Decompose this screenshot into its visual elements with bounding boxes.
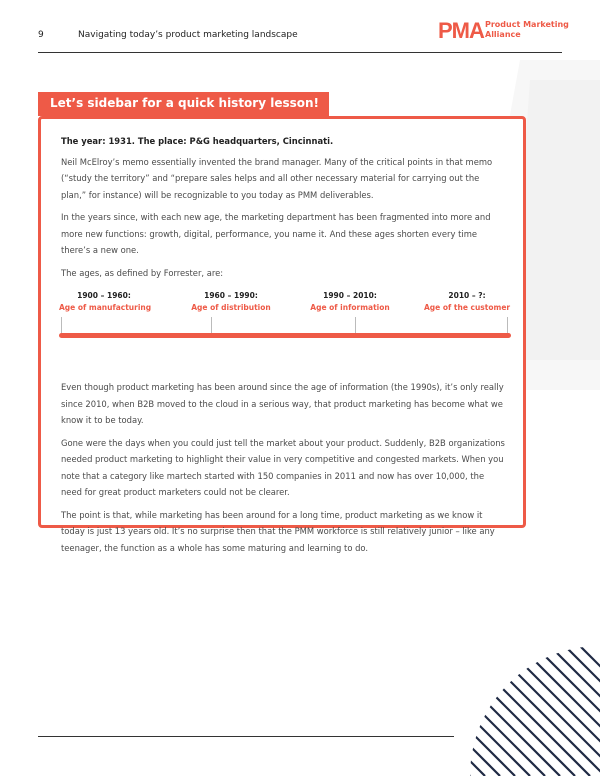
sidebar-heading: Let’s sidebar for a quick history lesson! [38, 92, 329, 116]
intro-bold: The year: 1931. The place: P&G headquarters, Cincinnati. [61, 136, 334, 146]
running-title: Navigating today’s product marketing landscape [78, 30, 298, 40]
timeline-item [424, 291, 510, 312]
page-header [0, 0, 600, 60]
pma-logo [438, 18, 573, 46]
logo-line-1: Product Marketing [485, 20, 569, 29]
timeline-age: Age of distribution [191, 303, 271, 312]
sidebar-content [59, 133, 511, 562]
timeline-years: 1990 – 2010: [323, 291, 377, 300]
footer-divider [38, 736, 454, 737]
timeline-item [305, 291, 395, 312]
paragraph-point: The point is that, while marketing has been around for a long time, product marketing as we know it today is just 13 years old. It’s no surprise then that the PMM workforce is still relatively junior – like any teenager, the function as a whole has some maturing and learning to do. [61, 509, 495, 553]
timeline-years: 1960 – 1990: [204, 291, 258, 300]
timeline-years: 2010 – ?: [448, 291, 486, 300]
logo-wordmark [485, 20, 569, 40]
timeline-age: Age of the customer [424, 303, 511, 312]
paragraph-forrester: The ages, as defined by Forrester, are: [61, 267, 224, 278]
ages-timeline [59, 287, 511, 369]
timeline-item [186, 291, 276, 312]
logo-line-2: Alliance [485, 30, 521, 39]
timeline-bar [59, 333, 511, 338]
timeline-age: Age of information [310, 303, 390, 312]
header-divider [38, 52, 562, 53]
page-number: 9 [38, 30, 44, 40]
sidebar-box [38, 116, 526, 553]
timeline-age: Age of manufacturing [59, 303, 152, 312]
decorative-stripes [470, 646, 600, 776]
paragraph-mcelroy: Neil McElroy’s memo essentially invented the brand manager. Many of the critical points in that memo (“study the territory” and “prepare sales helps and all other necessary material for carrying out the plan,” for instance) will be recognizable to you today as PMM deliverables. [61, 156, 493, 200]
timeline-years: 1900 – 1960: [77, 291, 131, 300]
paragraph-ages-fragmented: In the years since, with each new age, the marketing department has been fragmented into more and more new functions: growth, digital, performance, you name it. And these ages shorten every time there’s a new one. [61, 212, 491, 255]
paragraph-since-2010: Even though product marketing has been around since the age of information (the 1990s), it’s only really since 2010, when B2B moved to the cloud in a serious way, that product marketing has become what we know it to be today. [61, 382, 504, 425]
timeline-item [59, 291, 152, 312]
logo-mark: PMA [438, 18, 484, 43]
paragraph-b2b: Gone were the days when you could just tell the market about your product. Suddenly, B2B organizations needed product marketing to highlight their value in very competitive and congested markets. When you note that a category like martech started with 150 companies in 2011 and now has over 10,000, the need for great product marketers could not be clearer. [61, 437, 505, 497]
